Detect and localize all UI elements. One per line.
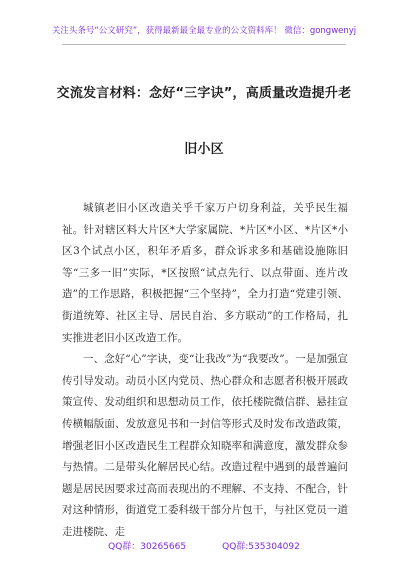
header-divider	[62, 44, 346, 45]
paragraph-section-one: 一、念好“心”字诀，变“让我改”为“我要改”。一是加强宣传引导发动。动员小区内党员、热心群众和志愿者积极开展政策宣传、发动组织和思想动员工作，依托楼院微信群、悬挂宣传横幅版面、发放意见书和一封信等形式及时发布改造政策，增强老旧小区改造民生工程群众知晓率和满意度，激发群众参与热情。二是带头化解居民心结。改造过程中遇到的最普遍问题是居民因要求过高而表现出的不理解、不支持、不配合，针对这种情形，街道党工委科级干部分片包干，与社区党员一道走进楼院、走	[62, 353, 348, 538]
footer-qq-group-1: QQ群：30265665	[108, 542, 187, 552]
footer-qq-groups	[0, 539, 408, 552]
footer-qq-group-2: QQ群:535304092	[222, 542, 300, 552]
document-body	[62, 198, 348, 544]
header-promo-note: 关注头条号“公文研究”，获得最新最全最专业的公文资料库！ 微信：gongwenyj	[51, 26, 357, 36]
document-title: 交流发言材料：念好“三字诀”，高质量改造提升老旧小区	[56, 86, 352, 157]
paragraph-intro: 城镇老旧小区改造关乎千家万户切身利益，关乎民生福祉。针对辖区料大片区*大学家属院、*片区*小区、*片区*小区3个试点小区，积年矛盾多，群众诉求多和基础设施陈旧等“三多一旧”实际，*区按照“试点先行、以点带面、连片改造”的工作思路，积极把握“三个坚持”，全力打造“党建引领、街道统筹、社区主导、居民自治、多方联动”的工作格局，扎实推进老旧小区改造工作。	[62, 202, 348, 344]
